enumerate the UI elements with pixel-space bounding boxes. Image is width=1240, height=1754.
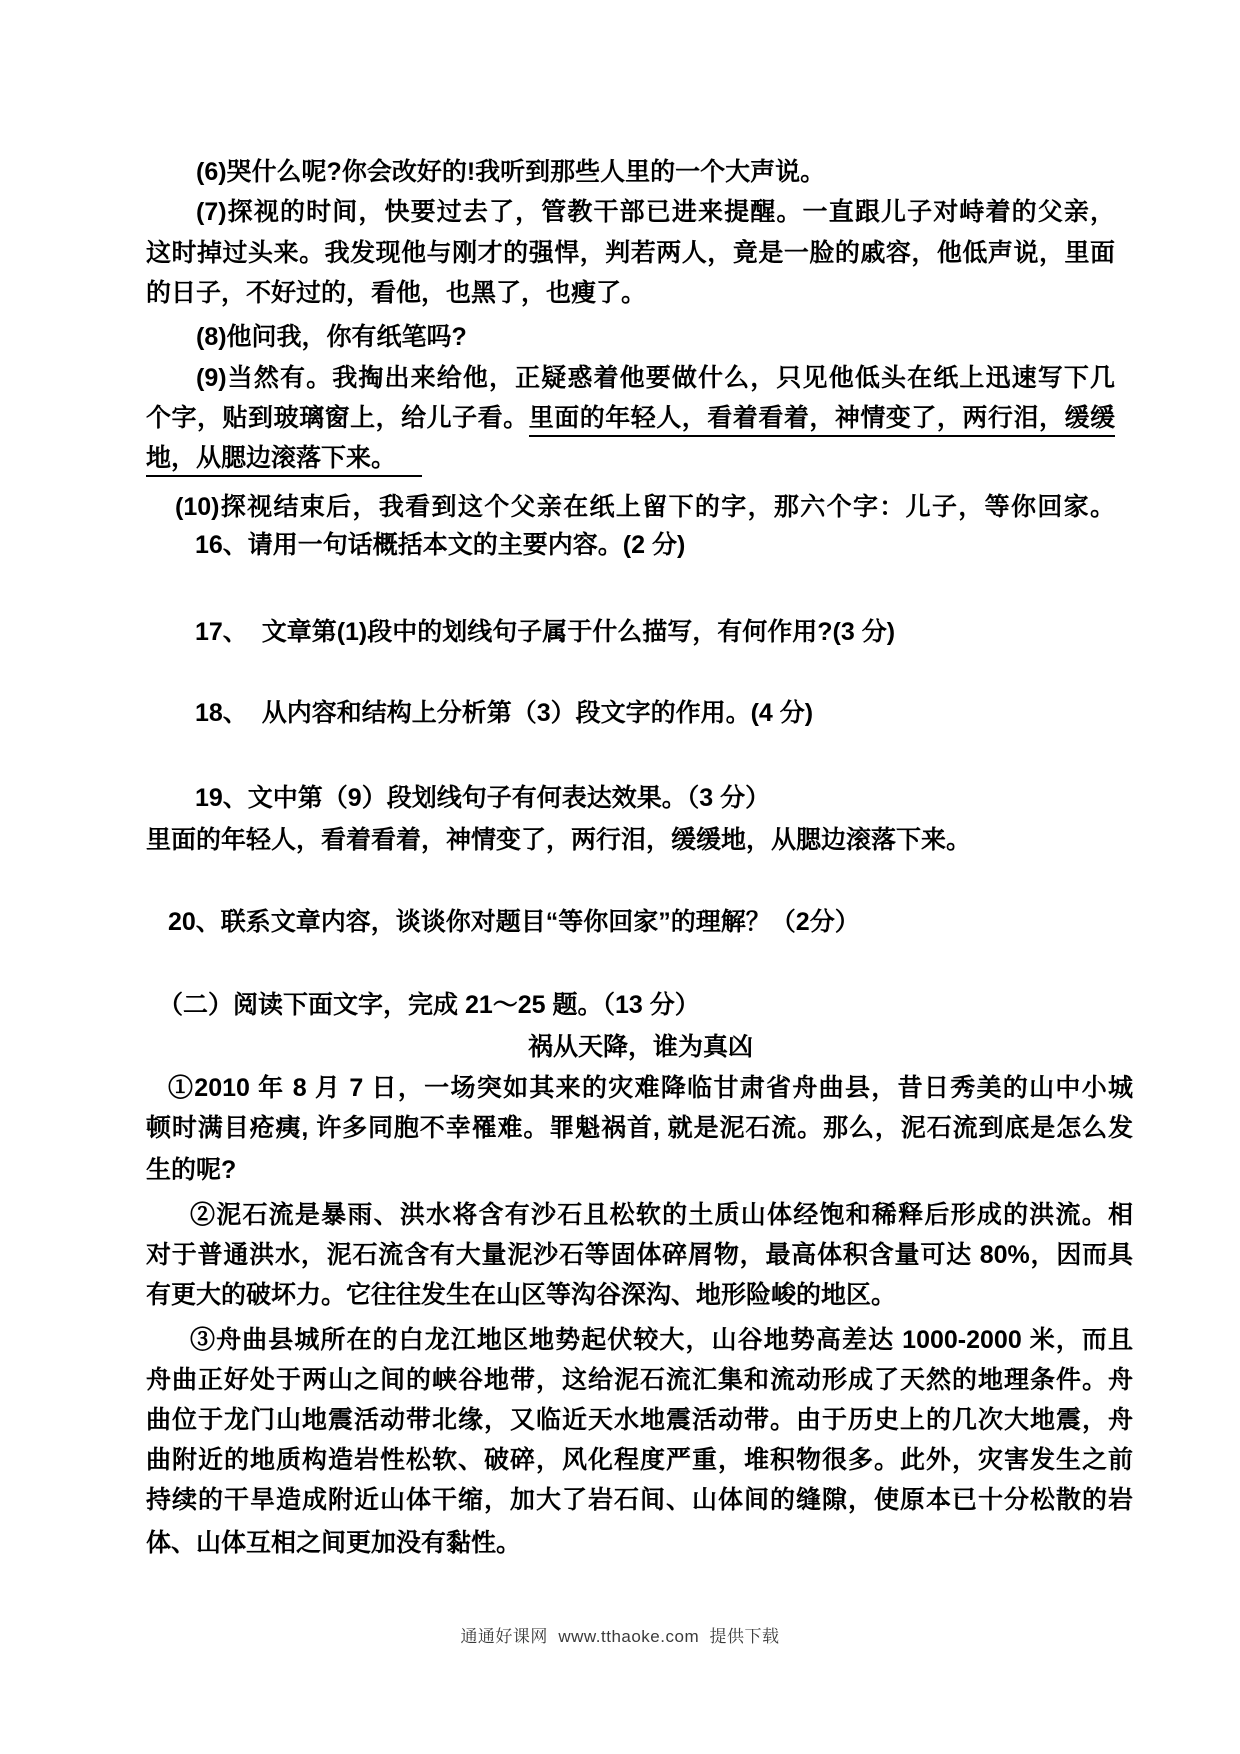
passage-line-8: (8)他问我，你有纸笔吗? <box>196 323 467 351</box>
section-2-header: （二）阅读下面文字，完成 21～25 题。（13 分） <box>158 991 700 1019</box>
essay-para3-l6: 体、山体互相之间更加没有黏性。 <box>146 1529 522 1557</box>
footer-watermark: 通通好课网 www.tthaoke.com 提供下载 <box>460 1627 780 1646</box>
passage-line-9a: (9)当然有。我掏出来给他，正疑惑着他要做什么，只见他低头在纸上迅速写下几 <box>196 364 1115 392</box>
passage-line-10: (10)探视结束后，我看到这个父亲在纸上留下的字，那六个字：儿子，等你回家。 <box>175 493 1115 521</box>
essay-para3-l2: 舟曲正好处于两山之间的峡谷地带，这给泥石流汇集和流动形成了天然的地理条件。舟 <box>146 1366 1133 1394</box>
passage-line-6: (6)哭什么呢?你会改好的!我听到那些人里的一个大声说。 <box>196 158 826 186</box>
passage-line-7a: (7)探视的时间，快要过去了，管教干部已进来提醒。一直跟儿子对峙着的父亲， <box>196 198 1115 226</box>
essay-para2-l2: 对于普通洪水，泥石流含有大量泥沙石等固体碎屑物，最高体积含量可达 80%，因而具 <box>146 1241 1133 1269</box>
passage-line-9b <box>146 401 1115 435</box>
question-18: 18、 从内容和结构上分析第（3）段文字的作用。(4 分) <box>195 699 814 727</box>
question-19: 19、文中第（9）段划线句子有何表达效果。（3 分） <box>195 784 771 812</box>
essay-para3-l3: 曲位于龙门山地震活动带北缘，又临近天水地震活动带。由于历史上的几次大地震，舟 <box>146 1406 1133 1434</box>
passage-line-9c <box>146 441 422 475</box>
essay-para1-l2: 顿时满目疮痍, 许多同胞不幸罹难。罪魁祸首, 就是泥石流。那么，泥石流到底是怎么发 <box>146 1114 1133 1142</box>
underlined-sentence-part-1: 里面的年轻人，看着看着，神情变了，两行泪，缓缓 <box>529 404 1115 437</box>
underlined-sentence-part-2: 地，从腮边滚落下来。 <box>146 444 422 477</box>
question-17: 17、 文章第(1)段中的划线句子属于什么描写，有何作用?(3 分) <box>195 618 896 646</box>
passage-line-7b: 这时掉过头来。我发现他与刚才的强悍，判若两人，竟是一脸的戚容，他低声说，里面 <box>146 239 1115 267</box>
question-19-quote: 里面的年轻人，看着看着，神情变了，两行泪，缓缓地，从腮边滚落下来。 <box>146 826 972 854</box>
essay-para1-l1: ①2010 年 8 月 7 日，一场突如其来的灾难降临甘肃省舟曲县，昔日秀美的山中小城 <box>168 1074 1133 1102</box>
passage-text: 个字，贴到玻璃窗上，给儿子看。 <box>146 404 529 432</box>
question-20: 20、联系文章内容，谈谈你对题目“等你回家”的理解？（2分） <box>168 908 860 936</box>
essay-para3-l4: 曲附近的地质构造岩性松软、破碎，风化程度严重，堆积物很多。此外，灾害发生之前 <box>146 1446 1133 1474</box>
essay-para2-l1: ②泥石流是暴雨、洪水将含有沙石且松软的土质山体经饱和稀释后形成的洪流。相 <box>190 1201 1133 1229</box>
essay-para3-l5: 持续的干旱造成附近山体干缩，加大了岩石间、山体间的缝隙，使原本已十分松散的岩 <box>146 1486 1133 1514</box>
essay-para3-l1: ③舟曲县城所在的白龙江地区地势起伏较大，山谷地势高差达 1000-2000 米，而且 <box>190 1326 1133 1354</box>
essay-para2-l3: 有更大的破坏力。它往往发生在山区等沟谷深沟、地形险峻的地区。 <box>146 1281 897 1309</box>
essay-title: 祸从天降，谁为真凶 <box>528 1033 754 1061</box>
essay-para1-l3: 生的呢? <box>146 1156 237 1184</box>
passage-line-7c: 的日子，不好过的，看他，也黑了，也瘦了。 <box>146 279 647 307</box>
question-16: 16、请用一句话概括本文的主要内容。(2 分) <box>195 531 686 559</box>
